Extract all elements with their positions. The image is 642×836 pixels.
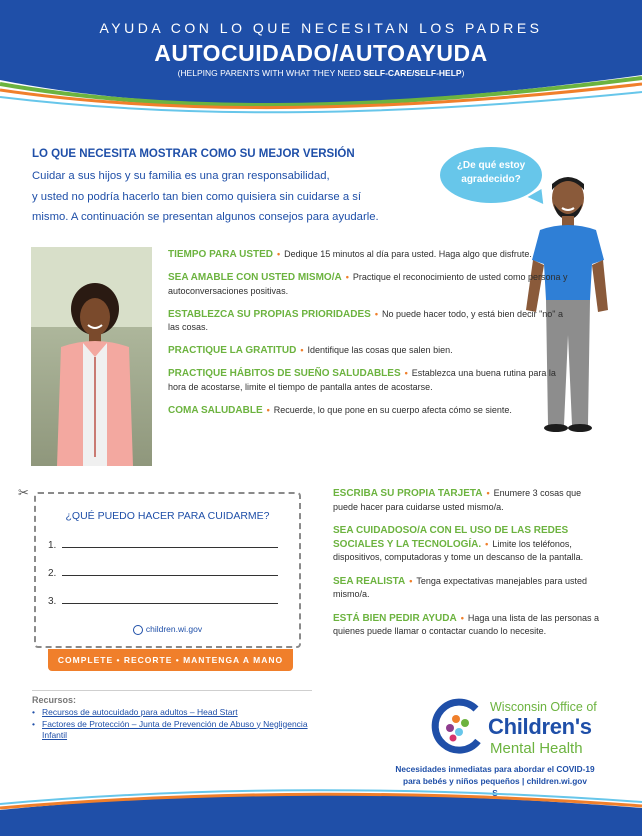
resources-divider [32, 690, 312, 691]
tip-item: SEA REALISTA • Tenga expectativas manejables para usted mismo/a. [333, 575, 587, 599]
wisconsin-ocmh-logo: Wisconsin Office of Children's Mental Health [428, 693, 618, 763]
logo-mark-icon [428, 697, 486, 757]
header-banner [0, 0, 642, 125]
woman-photo-illustration [31, 247, 152, 466]
globe-icon [133, 625, 143, 635]
card-url[interactable]: children.wi.gov [36, 624, 299, 635]
header-kicker: AYUDA CON LO QUE NECESITAN LOS PADRES [99, 20, 543, 36]
scissors-icon: ✂ [18, 486, 29, 501]
cutout-card [34, 492, 301, 648]
page-title: AUTOCUIDADO/AUTOAYUDA [154, 40, 488, 66]
resources-title: Recursos: [32, 695, 77, 705]
card-line-2[interactable]: 2. [48, 567, 278, 579]
complete-cut-keep-banner: COMPLETE • RECORTE • MANTENGA A MANO [48, 649, 293, 671]
tip-item: ESTABLEZCA SU PROPIAS PRIORIDADES • No puede hacer todo, y está bien decir "no" a las cosas. [168, 308, 563, 332]
tip-item: COMA SALUDABLE • Recuerde, lo que pone en su cuerpo afecta cómo se siente. [168, 404, 512, 416]
resource-link[interactable]: • Factores de Protección – Junta de Prevención de Abuso y Negligencia Infantil [32, 719, 312, 742]
woman-photo [31, 247, 152, 466]
tip-item: PRACTIQUE HÁBITOS DE SUEÑO SALUDABLES • Establezca una buena rutina para la hora de acostarse, limite el tiempo de pantalla antes de acostarse. [168, 368, 556, 392]
card-title: ¿QUÉ PUEDO HACER PARA CUIDARME? [65, 510, 270, 522]
tip-item: SEA AMABLE CON USTED MISMO/A • Practique el reconocimiento de usted como persona y autoconversaciones positivas. [168, 272, 568, 296]
intro-heading: LO QUE NECESITA MOSTRAR COMO SU MEJOR VERSIÓN [32, 148, 355, 160]
tip-item: PRACTIQUE LA GRATITUD • Identifique las cosas que salen bien. [168, 345, 453, 356]
tips-list [168, 248, 573, 427]
intro-text: Cuidar a sus hijos y su familia es una gran responsabilidad, y usted no podría hacerlo tan bien como quisiera sin cuidarse a sí mismo. A continuación se presentan algunos consejos para ayudarle. [32, 170, 379, 223]
footer-swoosh-decoration [0, 780, 642, 836]
tips-right-list [333, 487, 608, 649]
card-line-1[interactable]: 1. [48, 539, 278, 551]
tip-item: TIEMPO PARA USTED • Dedique 15 minutos al día para usted. Haga algo que disfrute. [168, 249, 532, 260]
card-line-3[interactable]: 3. [48, 595, 278, 607]
header-swoosh-decoration [0, 70, 642, 125]
footer-note: Necesidades inmediatas para abordar el COVID-19 para bebés y niños pequeños | children.wi.gov S [395, 764, 595, 798]
resource-link[interactable]: • Recursos de autocuidado para adultos – Head Start [32, 707, 312, 719]
tip-item: ESCRIBA SU PROPIA TARJETA • Enumere 3 cosas que puede hacer para cuidarse usted mismo/a. [333, 488, 582, 512]
resources-list [32, 707, 312, 742]
tip-item: SEA CUIDADOSO/A CON EL USO DE LAS REDES SOCIALES Y LA TECNOLOGÍA. • Limite los teléfonos, dispositivos, computadoras y tome un descanso de la pantalla. [333, 525, 584, 562]
page-subtitle: (HELPING PARENTS WITH WHAT THEY NEED SELF-CARE/SELF-HELP) [177, 68, 465, 78]
speech-bubble: ¿De qué estoy agradecido? [440, 147, 542, 203]
tip-item: ESTÁ BIEN PEDIR AYUDA • Haga una lista de las personas a quienes puede llamar o contactar cuando lo necesite. [333, 612, 599, 636]
resources-section [32, 690, 312, 742]
